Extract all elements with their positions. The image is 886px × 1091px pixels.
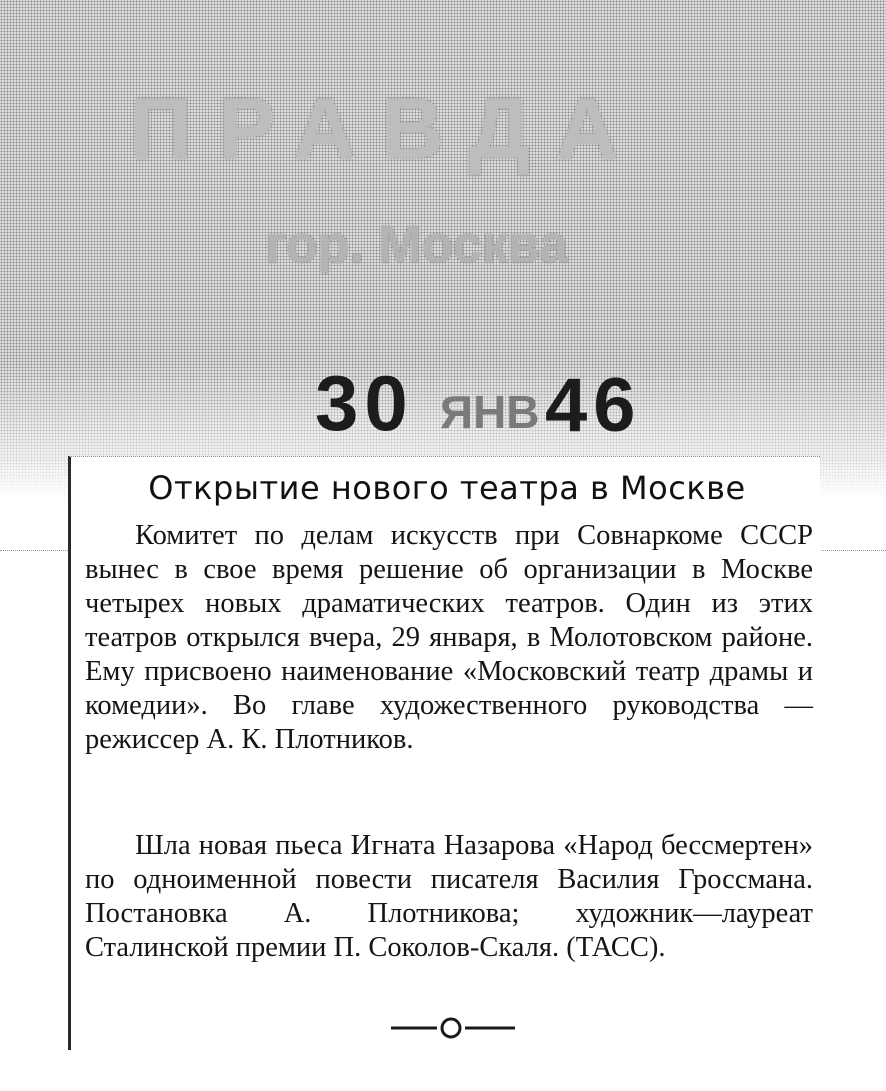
stamp-date-month: ЯНВ [440, 386, 540, 438]
stamp-city: гор. Москва [265, 216, 568, 274]
ornament-divider [389, 1017, 519, 1039]
article-headline: Открытие нового театра в Москве [148, 469, 746, 507]
newspaper-clipping [68, 456, 820, 1050]
article-paragraph-2: Шла новая пьеса Игната Назарова «Народ бессмертен» по одноименной повести писателя Василия Гроссмана. Постановка А. Плотникова; художник—лауреат Сталинской премии П. Соколов-Скаля. (ТАСС). [85, 830, 813, 963]
stamp-date-year: 46 [545, 363, 642, 448]
stamp-date-day: 30 [315, 359, 414, 447]
article-paragraph-1: Комитет по делам искусств при Совнаркоме СССР вынес в свое время решение об организации в Москве четырех новых драматических театров. Один из этих театров открылся вчера, 29 января, в Молотовском районе. Ему присвоено наименование «Московский театр драмы и комедии». Во главе художественного руководства — режиссер А. К. Плотников. [85, 520, 813, 755]
stamp-newspaper-title: ПРАВДА [130, 81, 645, 177]
